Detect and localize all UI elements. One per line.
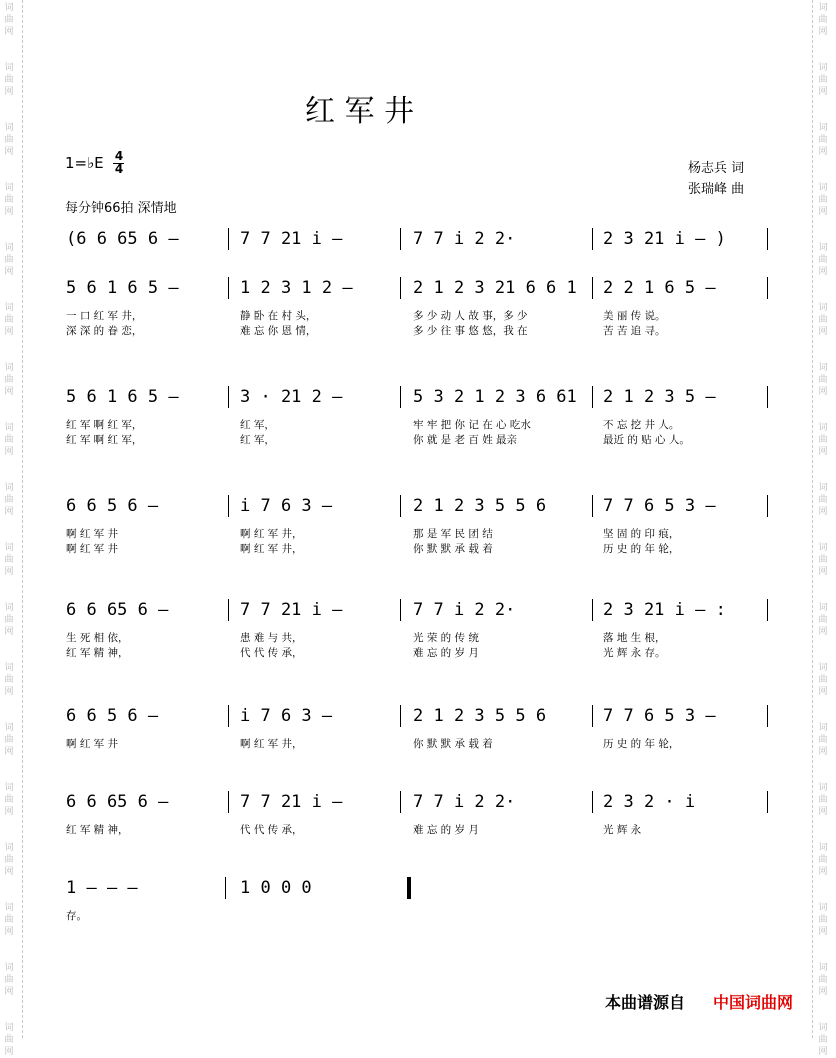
- watermark-char: 曲: [4, 855, 14, 865]
- watermark-char: 网: [818, 747, 828, 757]
- watermark-char: 网: [818, 627, 828, 637]
- bar-line: [767, 277, 768, 299]
- lyric-line: 红 军，: [240, 434, 275, 446]
- measure-notes: 7 7 21 i –: [240, 600, 343, 620]
- tempo-marking: 每分钟66拍 深情地: [65, 201, 177, 216]
- measure-notes: 7 7 21 i –: [240, 229, 343, 249]
- lyric-line: 红 军 啊 红 军，: [66, 434, 143, 446]
- watermark-char: 曲: [4, 975, 14, 985]
- watermark-char: 词: [818, 123, 828, 133]
- lyric-line: 深 深 的 眷 恋，: [66, 325, 143, 337]
- bar-line: [225, 877, 226, 899]
- lyric-line: 患 难 与 共，: [240, 632, 303, 644]
- watermark-char: 词: [4, 3, 14, 13]
- watermark-char: 网: [4, 327, 14, 337]
- watermark-char: 词: [4, 783, 14, 793]
- bar-line: [228, 599, 229, 621]
- watermark-char: 词: [818, 3, 828, 13]
- watermark-char: 网: [818, 567, 828, 577]
- measure-notes: 7 7 i 2 2·: [413, 792, 516, 812]
- watermark-char: 词: [818, 723, 828, 733]
- watermark-char: 曲: [818, 315, 828, 325]
- watermark-char: 曲: [818, 495, 828, 505]
- measure-notes: 7 7 6 5 3 –: [603, 706, 716, 726]
- composer-credit: 张瑞峰 曲: [688, 182, 745, 197]
- watermark-char: 词: [818, 843, 828, 853]
- watermark-char: 词: [4, 63, 14, 73]
- bar-line: [228, 495, 229, 517]
- watermark-char: 词: [818, 183, 828, 193]
- watermark-char: 网: [4, 27, 14, 37]
- site-name: 中国词曲网: [713, 993, 794, 1012]
- measure-notes: 2 1 2 3 5 –: [603, 387, 716, 407]
- bar-line: [767, 599, 768, 621]
- watermark-char: 词: [818, 783, 828, 793]
- lyric-line: 坚 固 的 印 痕，: [603, 528, 680, 540]
- bar-line: [767, 495, 768, 517]
- watermark-char: 曲: [4, 555, 14, 565]
- measure-notes: 1 2 3 1 2 –: [240, 278, 353, 298]
- lyric-line: 那 是 军 民 团 结: [413, 528, 493, 540]
- watermark-char: 网: [818, 207, 828, 217]
- watermark-char: 曲: [4, 15, 14, 25]
- song-title: 红 军 井: [305, 94, 415, 129]
- watermark-char: 网: [818, 267, 828, 277]
- watermark-char: 网: [4, 567, 14, 577]
- bar-line: [407, 877, 411, 899]
- watermark-char: 词: [4, 123, 14, 133]
- watermark-char: 词: [4, 363, 14, 373]
- lyric-line: 历 史 的 年 轮，: [603, 738, 680, 750]
- measure-notes: 2 3 21 i – :: [603, 600, 726, 620]
- watermark-char: 曲: [818, 15, 828, 25]
- bar-line: [228, 705, 229, 727]
- measure-notes: 5 3 2 1 2 3 6 61: [413, 387, 577, 407]
- watermark-char: 网: [4, 387, 14, 397]
- bar-line: [592, 495, 593, 517]
- lyric-line: 多 少 动 人 故 事，多 少: [413, 310, 528, 322]
- bar-line: [767, 705, 768, 727]
- watermark-char: 曲: [818, 735, 828, 745]
- lyric-line: 生 死 相 依，: [66, 632, 129, 644]
- watermark-char: 曲: [4, 375, 14, 385]
- lyric-line: 苦 苦 追 寻。: [603, 325, 666, 337]
- bar-line: [400, 495, 401, 517]
- watermark-char: 曲: [818, 855, 828, 865]
- lyric-line: 红 军 啊 红 军，: [66, 419, 143, 431]
- watermark-char: 曲: [818, 555, 828, 565]
- lyric-line: 最近 的 贴 心 人。: [603, 434, 690, 446]
- lyric-line: 静 卧 在 村 头，: [240, 310, 317, 322]
- watermark-char: 网: [4, 447, 14, 457]
- watermark-char: 词: [818, 1023, 828, 1033]
- bar-line: [400, 228, 401, 250]
- measure-notes: 7 7 i 2 2·: [413, 600, 516, 620]
- lyric-line: 美 丽 传 说。: [603, 310, 666, 322]
- time-sig-top: 4: [114, 149, 124, 163]
- measure-notes: (6 6 65 6 –: [66, 229, 179, 249]
- bar-line: [767, 386, 768, 408]
- watermark-char: 曲: [818, 255, 828, 265]
- bar-line: [592, 599, 593, 621]
- watermark-char: 网: [818, 867, 828, 877]
- measure-notes: i 7 6 3 –: [240, 496, 333, 516]
- lyric-line: 光 辉 永: [603, 824, 642, 836]
- bar-line: [592, 705, 593, 727]
- watermark-char: 词: [4, 543, 14, 553]
- watermark-char: 词: [4, 1023, 14, 1033]
- bar-line: [767, 228, 768, 250]
- watermark-char: 网: [818, 927, 828, 937]
- lyric-line: 红 军 精 神，: [66, 647, 129, 659]
- watermark-char: 曲: [4, 195, 14, 205]
- bar-line: [228, 386, 229, 408]
- watermark-char: 曲: [4, 1035, 14, 1045]
- measure-notes: 3 · 21 2 –: [240, 387, 343, 407]
- bar-line: [592, 386, 593, 408]
- watermark-char: 网: [4, 867, 14, 877]
- watermark-char: 网: [818, 87, 828, 97]
- watermark-char: 词: [818, 663, 828, 673]
- watermark-char: 网: [4, 207, 14, 217]
- lyric-line: 你 就 是 老 百 姓 最亲: [413, 434, 518, 446]
- watermark-char: 网: [4, 1047, 14, 1057]
- lyric-line: 你 默 默 承 载 着: [413, 543, 493, 555]
- left-border: [22, 0, 23, 1038]
- measure-notes: 7 7 21 i –: [240, 792, 343, 812]
- watermark-char: 网: [818, 1047, 828, 1057]
- measure-notes: 1 – – –: [66, 878, 138, 898]
- lyric-line: 难 忘 的 岁 月: [413, 824, 479, 836]
- watermark-char: 曲: [818, 135, 828, 145]
- lyric-line: 啊 红 军 井，: [240, 543, 303, 555]
- watermark-char: 曲: [4, 255, 14, 265]
- watermark-char: 词: [4, 723, 14, 733]
- watermark-char: 曲: [818, 1035, 828, 1045]
- bar-line: [400, 791, 401, 813]
- lyric-line: 不 忘 挖 井 人。: [603, 419, 680, 431]
- measure-notes: 5 6 1 6 5 –: [66, 278, 179, 298]
- measure-notes: 1 0 0 0: [240, 878, 312, 898]
- watermark-char: 网: [4, 87, 14, 97]
- measure-notes: 6 6 5 6 –: [66, 706, 159, 726]
- measure-notes: 6 6 65 6 –: [66, 600, 169, 620]
- key-signature: 1=♭E: [65, 154, 104, 172]
- watermark-char: 曲: [4, 495, 14, 505]
- measure-notes: 2 1 2 3 21 6 6 1: [413, 278, 577, 298]
- lyric-line: 啊 红 军 井: [66, 738, 119, 750]
- lyric-line: 红 军，: [240, 419, 275, 431]
- bar-line: [228, 791, 229, 813]
- watermark-char: 词: [818, 543, 828, 553]
- bar-line: [400, 386, 401, 408]
- watermark-char: 曲: [818, 795, 828, 805]
- watermark-char: 网: [4, 687, 14, 697]
- lyric-line: 代 代 传 承，: [240, 647, 303, 659]
- bar-line: [228, 277, 229, 299]
- watermark-char: 词: [818, 303, 828, 313]
- measure-notes: 7 7 i 2 2·: [413, 229, 516, 249]
- watermark-char: 曲: [4, 315, 14, 325]
- watermark-char: 网: [4, 147, 14, 157]
- watermark-char: 词: [818, 243, 828, 253]
- right-border: [812, 0, 813, 1038]
- bar-line: [592, 791, 593, 813]
- watermark-char: 词: [4, 963, 14, 973]
- watermark-char: 词: [4, 183, 14, 193]
- lyric-line: 光 荣 的 传 统: [413, 632, 479, 644]
- watermark-char: 词: [4, 483, 14, 493]
- lyricist-credit: 杨志兵 词: [688, 161, 745, 176]
- watermark-char: 网: [818, 327, 828, 337]
- lyric-line: 啊 红 军 井，: [240, 738, 303, 750]
- watermark-char: 词: [4, 843, 14, 853]
- lyric-line: 啊 红 军 井: [66, 528, 119, 540]
- watermark-char: 词: [818, 423, 828, 433]
- source-label: 本曲谱源自: [605, 993, 686, 1012]
- measure-notes: i 7 6 3 –: [240, 706, 333, 726]
- watermark-char: 曲: [4, 75, 14, 85]
- watermark-char: 网: [4, 507, 14, 517]
- lyric-line: 啊 红 军 井: [66, 543, 119, 555]
- watermark-char: 曲: [818, 915, 828, 925]
- bar-line: [592, 228, 593, 250]
- watermark-char: 网: [818, 507, 828, 517]
- watermark-char: 词: [818, 903, 828, 913]
- time-sig-bottom: 4: [114, 162, 124, 176]
- watermark-char: 词: [4, 903, 14, 913]
- measure-notes: 5 6 1 6 5 –: [66, 387, 179, 407]
- watermark-char: 曲: [818, 195, 828, 205]
- bar-line: [228, 228, 229, 250]
- lyric-line: 一 口 红 军 井，: [66, 310, 143, 322]
- watermark-char: 曲: [818, 75, 828, 85]
- watermark-char: 曲: [4, 795, 14, 805]
- bar-line: [767, 791, 768, 813]
- watermark-char: 曲: [4, 435, 14, 445]
- lyric-line: 落 地 生 根，: [603, 632, 666, 644]
- watermark-char: 曲: [4, 675, 14, 685]
- watermark-char: 曲: [4, 615, 14, 625]
- lyric-line: 多 少 往 事 悠 悠，我 在: [413, 325, 528, 337]
- watermark-char: 网: [4, 807, 14, 817]
- watermark-char: 曲: [818, 975, 828, 985]
- watermark-char: 曲: [818, 615, 828, 625]
- watermark-char: 网: [818, 687, 828, 697]
- watermark-char: 网: [818, 807, 828, 817]
- lyric-line: 红 军 精 神，: [66, 824, 129, 836]
- watermark-char: 词: [4, 303, 14, 313]
- measure-notes: 2 2 1 6 5 –: [603, 278, 716, 298]
- watermark-char: 网: [4, 627, 14, 637]
- measure-notes: 6 6 65 6 –: [66, 792, 169, 812]
- watermark-char: 词: [4, 663, 14, 673]
- lyric-line: 光 辉 永 存。: [603, 647, 666, 659]
- watermark-char: 曲: [818, 435, 828, 445]
- watermark-char: 词: [4, 423, 14, 433]
- measure-notes: 6 6 5 6 –: [66, 496, 159, 516]
- bar-line: [592, 277, 593, 299]
- lyric-line: 难 忘 你 恩 情，: [240, 325, 317, 337]
- watermark-char: 词: [818, 363, 828, 373]
- watermark-char: 词: [818, 483, 828, 493]
- watermark-char: 网: [4, 267, 14, 277]
- watermark-char: 词: [4, 603, 14, 613]
- watermark-char: 词: [818, 63, 828, 73]
- lyric-line: 代 代 传 承，: [240, 824, 303, 836]
- watermark-char: 词: [818, 963, 828, 973]
- lyric-line: 历 史 的 年 轮，: [603, 543, 680, 555]
- lyric-line: 啊 红 军 井，: [240, 528, 303, 540]
- lyric-line: 难 忘 的 岁 月: [413, 647, 479, 659]
- watermark-char: 曲: [4, 135, 14, 145]
- measure-notes: 2 1 2 3 5 5 6: [413, 496, 547, 516]
- watermark-char: 网: [818, 147, 828, 157]
- watermark-char: 曲: [4, 915, 14, 925]
- lyric-line: 存。: [66, 910, 87, 922]
- watermark-char: 网: [818, 447, 828, 457]
- bar-line: [400, 277, 401, 299]
- watermark-char: 网: [4, 927, 14, 937]
- watermark-char: 网: [4, 747, 14, 757]
- watermark-char: 网: [818, 987, 828, 997]
- measure-notes: 2 3 21 i – ): [603, 229, 726, 249]
- watermark-char: 网: [818, 27, 828, 37]
- bar-line: [400, 705, 401, 727]
- watermark-char: 词: [4, 243, 14, 253]
- measure-notes: 2 3 2 · i: [603, 792, 696, 812]
- watermark-char: 曲: [4, 735, 14, 745]
- lyric-line: 你 默 默 承 载 着: [413, 738, 493, 750]
- lyric-line: 牢 牢 把 你 记 在 心 吃水: [413, 419, 531, 431]
- watermark-char: 网: [818, 387, 828, 397]
- measure-notes: 7 7 6 5 3 –: [603, 496, 716, 516]
- bar-line: [400, 599, 401, 621]
- measure-notes: 2 1 2 3 5 5 6: [413, 706, 547, 726]
- watermark-char: 曲: [818, 675, 828, 685]
- watermark-char: 网: [4, 987, 14, 997]
- watermark-char: 曲: [818, 375, 828, 385]
- watermark-char: 词: [818, 603, 828, 613]
